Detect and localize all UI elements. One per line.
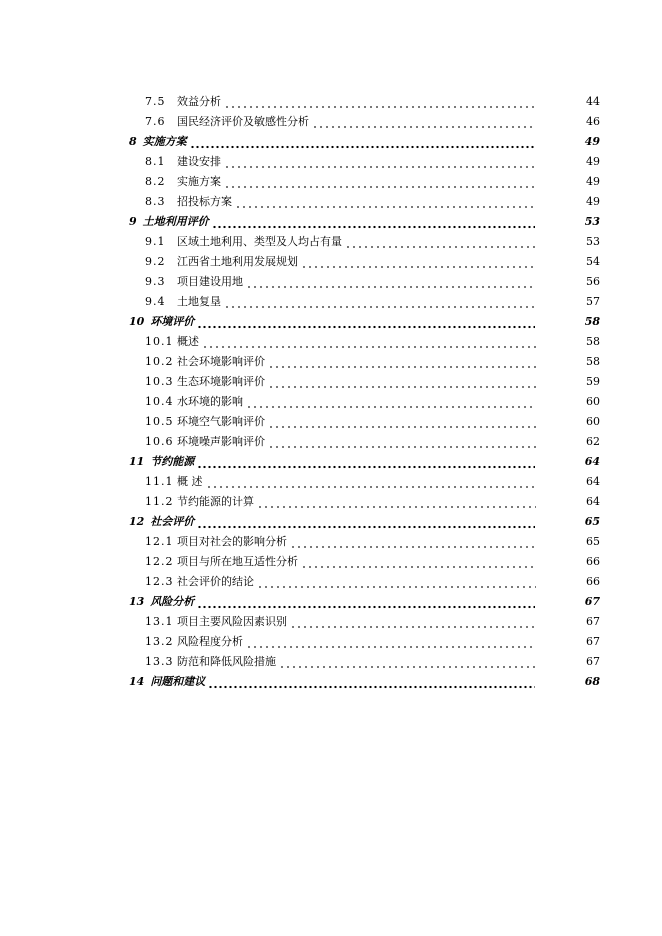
toc-section-entry[interactable] <box>0 172 662 192</box>
toc-entry-number: 10 <box>129 315 145 328</box>
dot-leader <box>224 172 536 192</box>
toc-section-entry[interactable] <box>0 552 662 572</box>
dot-leader <box>208 672 535 692</box>
dot-leader <box>345 232 536 252</box>
toc-entry-title: 土地利用评价 <box>142 215 209 228</box>
toc-entry-title: 效益分析 <box>177 95 221 108</box>
dot-leader <box>257 572 536 592</box>
toc-entry-page-number: 57 <box>586 295 600 308</box>
toc-entry-page-number: 62 <box>586 435 600 448</box>
dot-leader <box>301 552 536 572</box>
toc-chapter-entry[interactable] <box>0 672 662 692</box>
toc-entry-title: 建设安排 <box>177 155 221 168</box>
dot-leader <box>257 492 536 512</box>
toc-entry-number: 9.1 <box>145 235 166 248</box>
toc-entry-title: 环境评价 <box>150 315 195 328</box>
toc-section-entry[interactable] <box>0 572 662 592</box>
toc-entry-title: 水环境的影响 <box>177 395 243 408</box>
toc-entry-number: 10.2 <box>145 355 174 368</box>
toc-entry-page-number: 59 <box>586 375 600 388</box>
toc-entry-page-number: 66 <box>586 555 600 568</box>
dot-leader <box>312 112 536 132</box>
toc-entry-number: 11 <box>129 455 145 468</box>
dot-leader <box>246 392 536 412</box>
dot-leader <box>224 152 536 172</box>
dot-leader <box>224 92 536 112</box>
toc-entry-title: 招投标方案 <box>177 195 232 208</box>
toc-entry-number: 8.3 <box>145 195 166 208</box>
toc-entry-title: 社会评价的结论 <box>177 575 254 588</box>
toc-entry-title: 社会评价 <box>150 515 195 528</box>
toc-entry-number: 10.3 <box>145 375 174 388</box>
toc-section-entry[interactable] <box>0 652 662 672</box>
toc-entry-number: 9.2 <box>145 255 166 268</box>
toc-entry-number: 10.5 <box>145 415 174 428</box>
toc-entry-number: 7.6 <box>145 115 166 128</box>
toc-entry-number: 12.2 <box>145 555 174 568</box>
dot-leader <box>268 432 536 452</box>
toc-entry-page-number: 67 <box>586 615 600 628</box>
toc-entry-page-number: 46 <box>586 115 600 128</box>
dot-leader <box>268 352 536 372</box>
dot-leader <box>246 632 536 652</box>
toc-entry-page-number: 56 <box>586 275 600 288</box>
toc-section-entry[interactable] <box>0 292 662 312</box>
dot-leader <box>197 512 535 532</box>
toc-section-entry[interactable] <box>0 152 662 172</box>
toc-entry-number: 13.2 <box>145 635 174 648</box>
toc-entry-title: 生态环境影响评价 <box>177 375 265 388</box>
toc-chapter-entry[interactable] <box>0 212 662 232</box>
toc-entry-page-number: 68 <box>584 675 600 688</box>
toc-entry-number: 14 <box>129 675 145 688</box>
toc-chapter-entry[interactable] <box>0 452 662 472</box>
toc-entry-title: 问题和建议 <box>150 675 206 688</box>
toc-entry-number: 12.1 <box>145 535 174 548</box>
toc-entry-title: 实施方案 <box>142 135 187 148</box>
toc-entry-title: 国民经济评价及敏感性分析 <box>177 115 309 128</box>
toc-entry-page-number: 49 <box>586 195 600 208</box>
toc-section-entry[interactable] <box>0 112 662 132</box>
toc-entry-page-number: 64 <box>586 475 600 488</box>
toc-entry-number: 11.2 <box>145 495 174 508</box>
toc-entry-title: 风险分析 <box>150 595 195 608</box>
toc-section-entry[interactable] <box>0 252 662 272</box>
toc-entry-title: 概述 <box>177 335 199 348</box>
toc-entry-number: 9 <box>129 215 137 228</box>
toc-entry-page-number: 66 <box>586 575 600 588</box>
toc-entry-number: 8 <box>129 135 137 148</box>
toc-entry-number: 13.3 <box>145 655 174 668</box>
toc-entry-page-number: 64 <box>586 495 600 508</box>
toc-section-entry[interactable] <box>0 192 662 212</box>
toc-entry-page-number: 53 <box>584 215 600 228</box>
dot-leader <box>290 612 536 632</box>
toc-entry-number: 9.3 <box>145 275 166 288</box>
toc-section-entry[interactable] <box>0 532 662 552</box>
toc-section-entry[interactable] <box>0 372 662 392</box>
dot-leader <box>197 312 535 332</box>
toc-chapter-entry[interactable] <box>0 132 662 152</box>
dot-leader <box>190 132 535 152</box>
toc-entry-page-number: 67 <box>586 655 600 668</box>
toc-entry-title: 概 述 <box>177 475 203 488</box>
toc-section-entry[interactable] <box>0 232 662 252</box>
toc-chapter-entry[interactable] <box>0 592 662 612</box>
dot-leader <box>268 372 536 392</box>
toc-entry-title: 实施方案 <box>177 175 221 188</box>
toc-entry-page-number: 49 <box>584 135 600 148</box>
toc-chapter-entry[interactable] <box>0 512 662 532</box>
toc-entry-number: 10.4 <box>145 395 174 408</box>
dot-leader <box>206 472 537 492</box>
toc-entry-title: 节约能源 <box>150 455 195 468</box>
toc-chapter-entry[interactable] <box>0 312 662 332</box>
toc-entry-number: 10.6 <box>145 435 174 448</box>
toc-entry-page-number: 60 <box>586 415 600 428</box>
toc-entry-number: 12 <box>129 515 145 528</box>
toc-entry-number: 9.4 <box>145 295 166 308</box>
toc-entry-page-number: 58 <box>586 355 600 368</box>
toc-entry-page-number: 53 <box>586 235 600 248</box>
toc-section-entry[interactable] <box>0 352 662 372</box>
toc-entry-title: 环境噪声影响评价 <box>177 435 265 448</box>
toc-entry-title: 项目主要风险因素识别 <box>177 615 287 628</box>
dot-leader <box>290 532 536 552</box>
toc-entry-title: 节约能源的计算 <box>177 495 254 508</box>
dot-leader <box>224 292 536 312</box>
toc-entry-title: 项目与所在地互适性分析 <box>177 555 298 568</box>
toc-entry-number: 13 <box>129 595 145 608</box>
toc-entry-number: 8.2 <box>145 175 166 188</box>
toc-entry-title: 土地复垦 <box>177 295 221 308</box>
toc-section-entry[interactable] <box>0 472 662 492</box>
toc-entry-title: 项目建设用地 <box>177 275 243 288</box>
toc-entry-page-number: 44 <box>586 95 600 108</box>
toc-entry-page-number: 65 <box>586 535 600 548</box>
toc-entry-number: 13.1 <box>145 615 174 628</box>
dot-leader <box>202 332 536 352</box>
toc-section-entry[interactable] <box>0 92 662 112</box>
toc-entry-title: 社会环境影响评价 <box>177 355 265 368</box>
toc-entry-page-number: 58 <box>584 315 600 328</box>
toc-entry-page-number: 67 <box>586 635 600 648</box>
dot-leader <box>279 652 536 672</box>
toc-entry-title: 江西省土地利用发展规划 <box>177 255 298 268</box>
toc-entry-title: 风险程度分析 <box>177 635 243 648</box>
toc-section-entry[interactable] <box>0 392 662 412</box>
toc-entry-title: 防范和降低风险措施 <box>177 655 276 668</box>
dot-leader <box>212 212 535 232</box>
dot-leader <box>246 272 536 292</box>
toc-entry-page-number: 67 <box>584 595 600 608</box>
dot-leader <box>197 592 535 612</box>
toc-section-entry[interactable] <box>0 332 662 352</box>
toc-entry-number: 12.3 <box>145 575 174 588</box>
dot-leader <box>235 192 536 212</box>
toc-entry-page-number: 49 <box>586 155 600 168</box>
toc-entry-title: 项目对社会的影响分析 <box>177 535 287 548</box>
toc-entry-page-number: 54 <box>586 255 600 268</box>
toc-entry-title: 区域土地利用、类型及人均占有量 <box>177 235 342 248</box>
toc-entry-title: 环境空气影响评价 <box>177 415 265 428</box>
toc-section-entry[interactable] <box>0 492 662 512</box>
dot-leader <box>301 252 536 272</box>
toc-entry-page-number: 65 <box>584 515 600 528</box>
toc-entry-number: 8.1 <box>145 155 166 168</box>
toc-section-entry[interactable] <box>0 632 662 652</box>
toc-entry-page-number: 58 <box>586 335 600 348</box>
toc-entry-page-number: 64 <box>584 455 600 468</box>
toc-entry-page-number: 60 <box>586 395 600 408</box>
toc-entry-page-number: 49 <box>586 175 600 188</box>
toc-section-entry[interactable] <box>0 432 662 452</box>
dot-leader <box>197 452 535 472</box>
dot-leader <box>268 412 536 432</box>
toc-entry-number: 11.1 <box>145 475 174 488</box>
toc-entry-number: 7.5 <box>145 95 166 108</box>
toc-section-entry[interactable] <box>0 412 662 432</box>
toc-section-entry[interactable] <box>0 612 662 632</box>
toc-section-entry[interactable] <box>0 272 662 292</box>
toc-entry-number: 10.1 <box>145 335 174 348</box>
